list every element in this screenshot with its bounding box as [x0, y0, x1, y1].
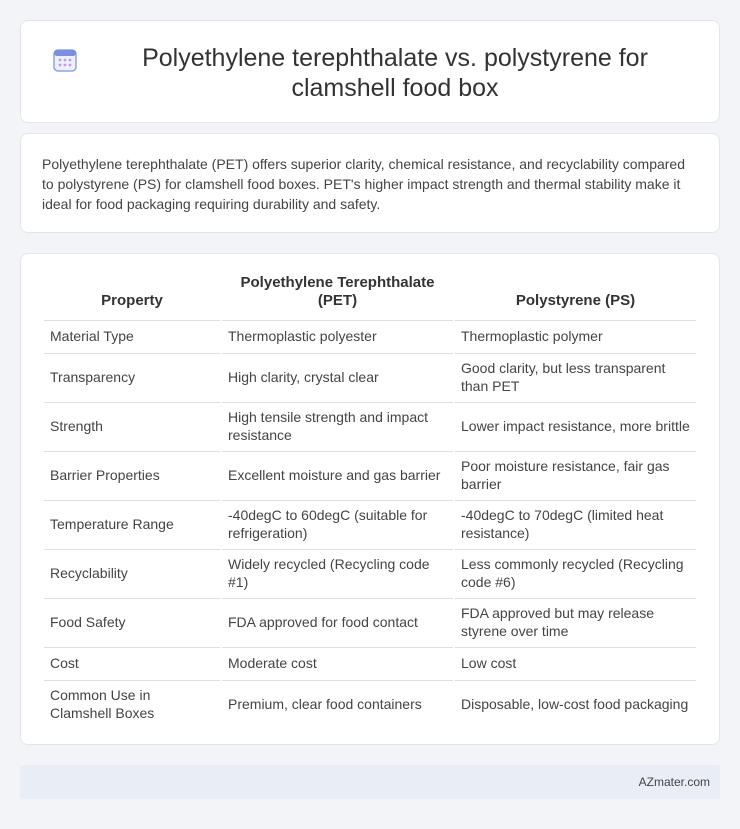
header-property: Property — [101, 292, 163, 309]
footer-brand: AZmater.com — [638, 775, 710, 789]
comparison-table — [42, 270, 698, 729]
header-pet: Polyethylene Terephthalate (PET) — [240, 274, 435, 309]
cell-property: Temperature Range — [44, 500, 220, 547]
table-row — [44, 320, 696, 351]
cell-pet: Premium, clear food containers — [222, 680, 453, 727]
summary-card — [20, 133, 720, 233]
header-ps: Polystyrene (PS) — [515, 292, 636, 309]
cell-property: Recyclability — [44, 549, 220, 596]
table-row — [44, 500, 696, 547]
header-card — [20, 20, 720, 123]
table-row — [44, 402, 696, 449]
table-row — [44, 451, 696, 498]
cell-ps: Less commonly recycled (Recycling code #6) — [455, 549, 696, 596]
table-row — [44, 598, 696, 645]
cell-pet: Moderate cost — [222, 647, 453, 678]
footer-bar — [20, 765, 720, 799]
cell-ps: Poor moisture resistance, fair gas barrier — [455, 451, 696, 498]
cell-ps: Thermoplastic polymer — [455, 320, 696, 351]
cell-property: Common Use in Clamshell Boxes — [44, 680, 220, 727]
cell-property: Transparency — [44, 353, 220, 400]
cell-ps: -40degC to 70degC (limited heat resistance) — [455, 500, 696, 547]
cell-ps: FDA approved but may release styrene over time — [455, 598, 696, 645]
summary-text: Polyethylene terephthalate (PET) offers superior clarity, chemical resistance, and recyclability compared to polystyrene (PS) for clamshell food boxes. PET's higher impact strength and thermal stability make it ideal for food packaging requiring durability and safety. — [42, 156, 685, 212]
cell-pet: Widely recycled (Recycling code #1) — [222, 549, 453, 596]
cell-ps: Good clarity, but less transparent than PET — [455, 353, 696, 400]
cell-pet: High clarity, crystal clear — [222, 353, 453, 400]
comparison-table-card — [20, 253, 720, 745]
cell-ps: Low cost — [455, 647, 696, 678]
table-header-row — [44, 272, 696, 318]
cell-pet: FDA approved for food contact — [222, 598, 453, 645]
table-row — [44, 647, 696, 678]
cell-pet: High tensile strength and impact resistance — [222, 402, 453, 449]
cell-pet: Thermoplastic polyester — [222, 320, 453, 351]
cell-ps: Lower impact resistance, more brittle — [455, 402, 696, 449]
page-title: Polyethylene terephthalate vs. polystyrene for clamshell food box — [142, 44, 648, 102]
cell-property: Strength — [44, 402, 220, 449]
cell-property: Food Safety — [44, 598, 220, 645]
cell-pet: -40degC to 60degC (suitable for refrigeration) — [222, 500, 453, 547]
cell-property: Material Type — [44, 320, 220, 351]
cell-property: Barrier Properties — [44, 451, 220, 498]
cell-property: Cost — [44, 647, 220, 678]
table-row — [44, 353, 696, 400]
table-row — [44, 549, 696, 596]
cell-pet: Excellent moisture and gas barrier — [222, 451, 453, 498]
table-row — [44, 680, 696, 727]
cell-ps: Disposable, low-cost food packaging — [455, 680, 696, 727]
